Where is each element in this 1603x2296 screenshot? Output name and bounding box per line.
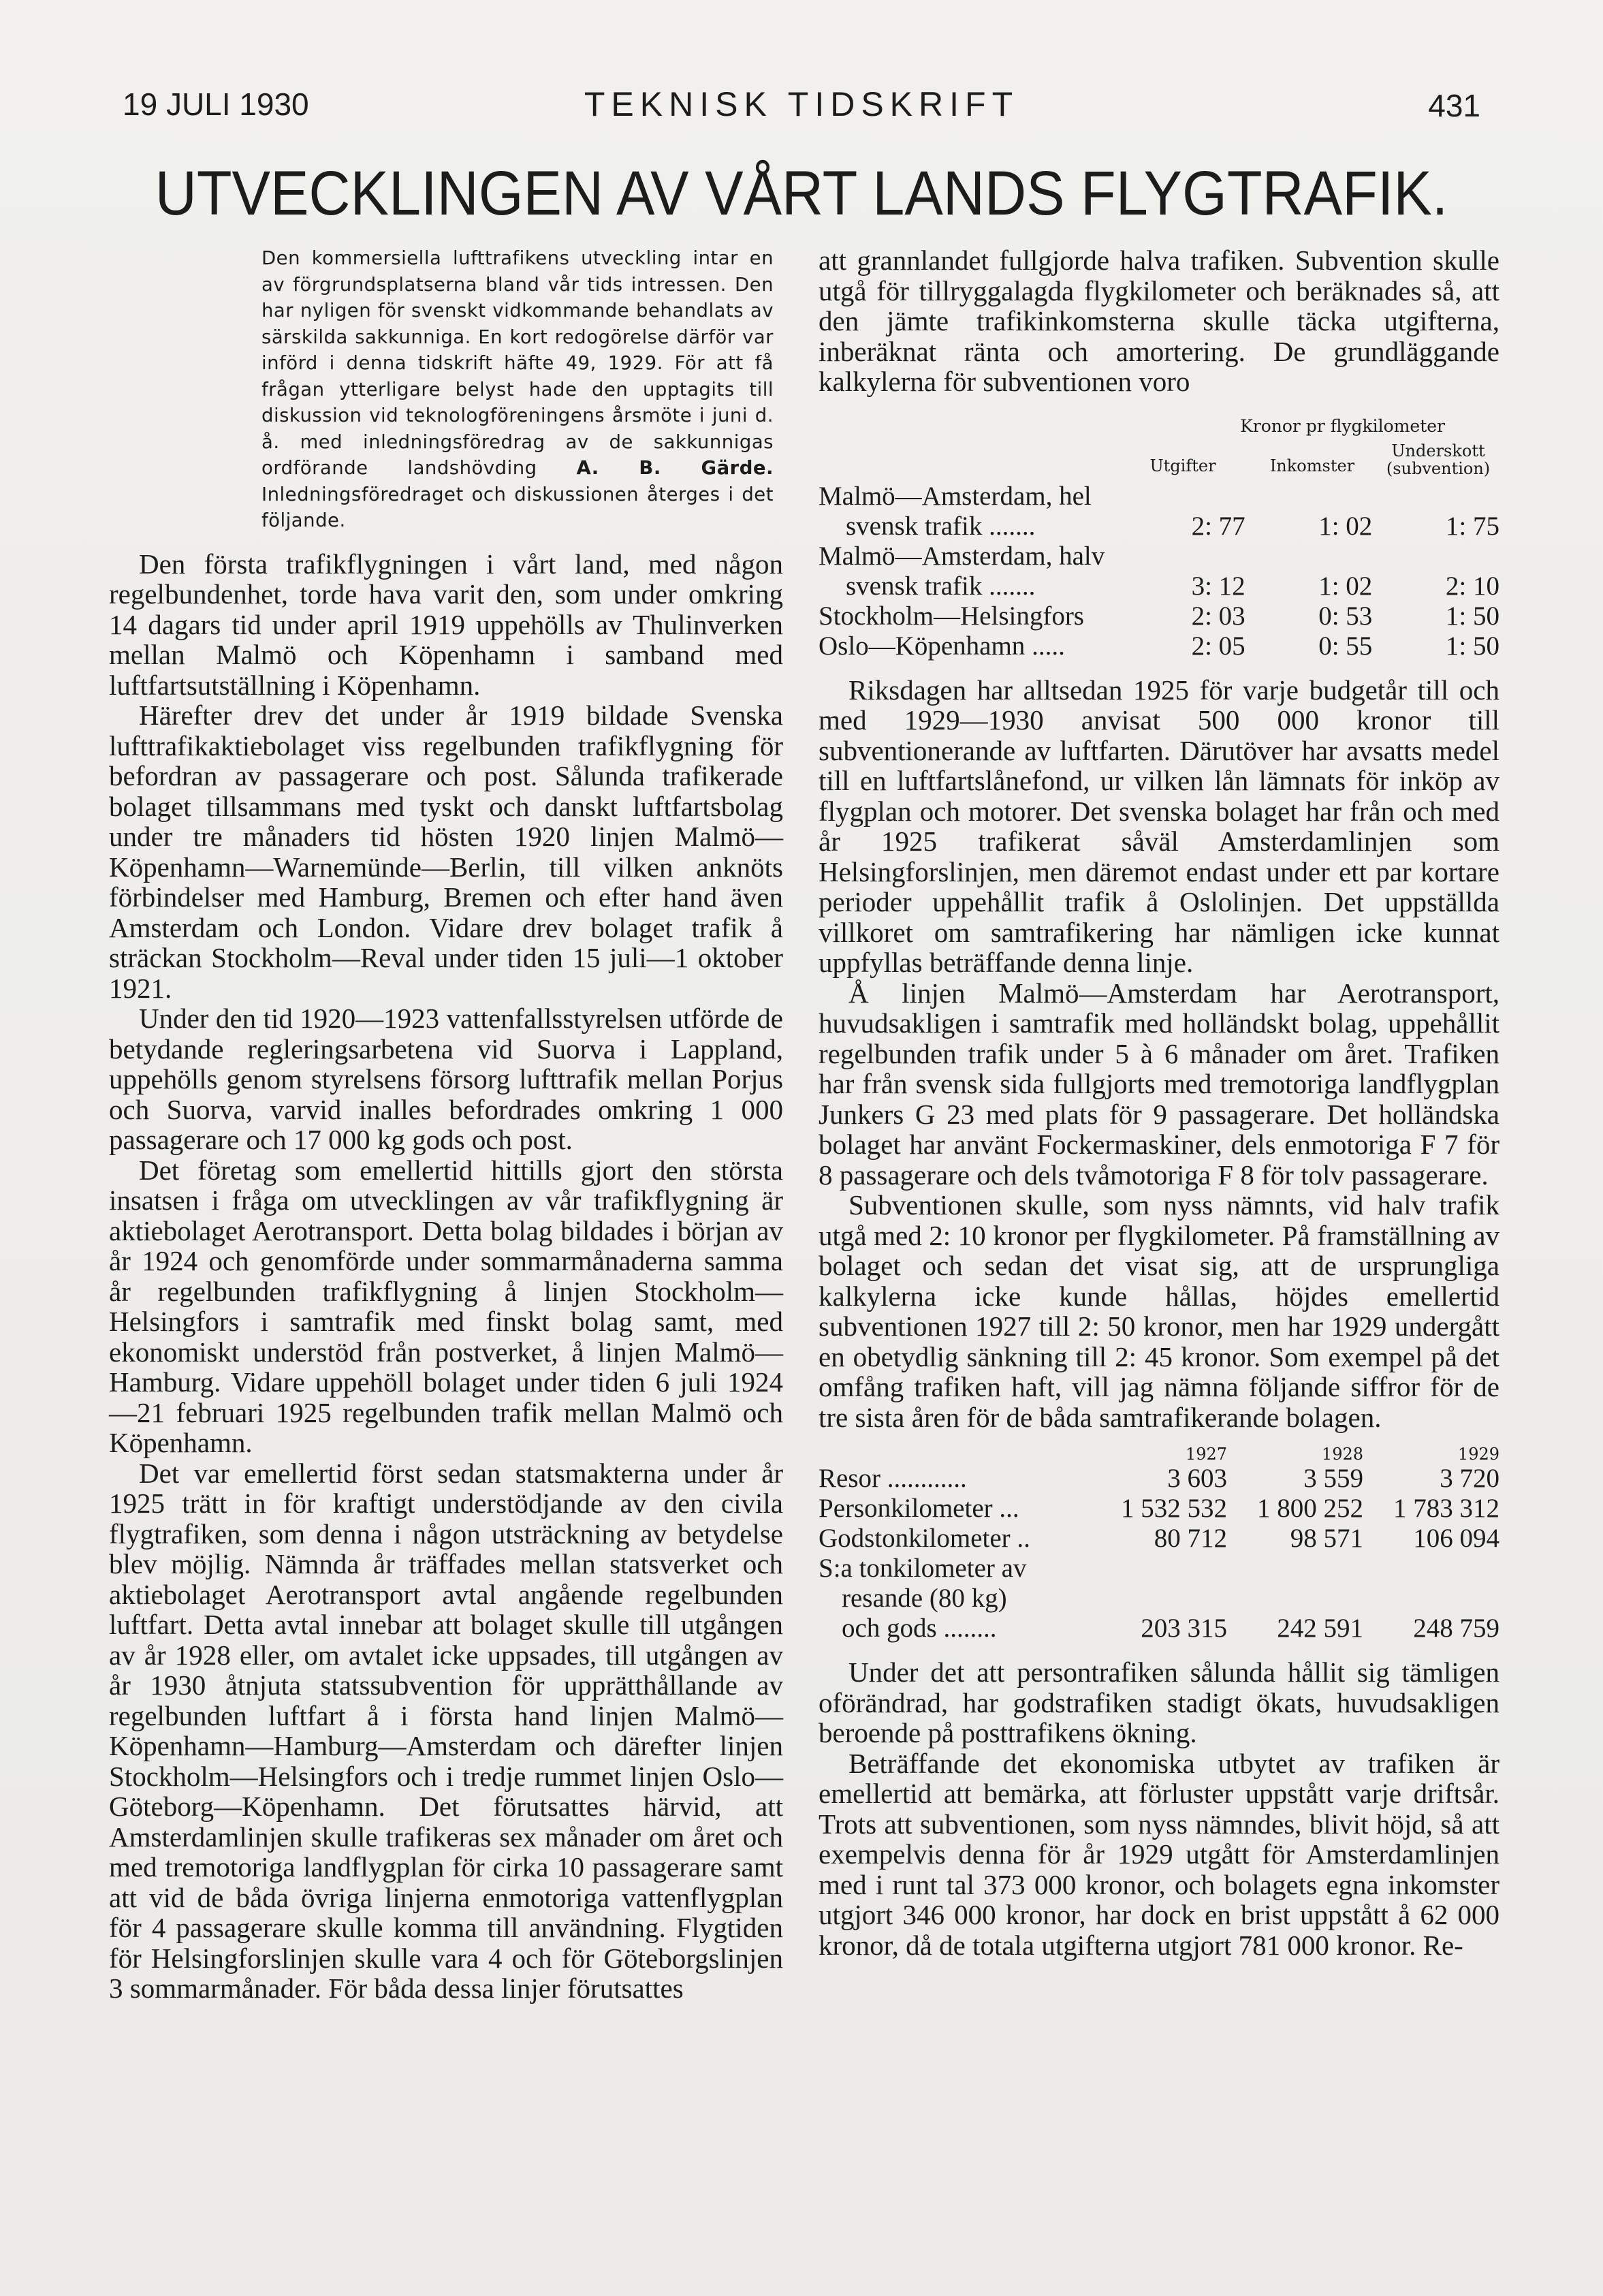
- body-paragraph: att grannlandet fullgjorde halva trafiken. Subvention skulle utgå för tillryggalagda flygkilometer och beräknades så, att den jämte trafikinkomsterna skulle täcka utgifterna, inberäknat ränta och amortering. De grundläggande kalkylerna för subventionen voro: [819, 245, 1499, 397]
- table-cell: 3 603: [1167, 1464, 1227, 1493]
- table-cell: 2: 77: [1191, 511, 1245, 541]
- table-cell: 242 591: [1277, 1614, 1363, 1643]
- page-number: 431: [1428, 88, 1480, 123]
- table-cell: 1 532 532: [1121, 1494, 1227, 1523]
- leader-dots: ..: [1010, 1524, 1030, 1553]
- table-row: [819, 1554, 1499, 1584]
- table-row: [819, 512, 1499, 541]
- body-paragraph: Å linjen Malmö—Amsterdam har Aerotransport, huvudsakligen i samtrafik med holländskt bolag, uppehållit regelbunden trafik under 5 à 6 månader om året. Trafiken har från svensk sida fullgjorts med tremotoriga landflygplan Junkers G 23 med plats för 9 passagerare. Det holländska bolaget har använt Fockermaskiner, dels enmotoriga F 7 för 8 passagerare och dels tvåmotoriga F 8 för tolv passagerare.: [819, 977, 1499, 1191]
- intro-tail: Inledningsföredraget och diskussionen återges i det följande.: [261, 483, 774, 531]
- table-row: [819, 1614, 1499, 1644]
- row-label: Resor: [819, 1464, 880, 1493]
- col-head-utgifter: Utgifter: [1149, 456, 1216, 475]
- left-body: [109, 549, 783, 2004]
- body-paragraph: Det företag som emellertid hittills gjort den största insatsen i fråga om utvecklingen av vår trafikflygning är aktiebolaget Aerotransport. Detta bolag bildades i början av år 1924 och genomförde under sommarmånaderna samma år regelbunden trafikflygning å linjen Stockholm—Helsingfors i samtrafik med finskt bolag samt, med ekonomiskt understöd från postverket, å linjen Malmö—Hamburg. Vidare uppehöll bolaget under tiden 6 juli 1924—21 februari 1925 regelbunden trafik mellan Malmö och Köpenhamn.: [109, 1154, 783, 1458]
- table-cell: 2: 05: [1191, 631, 1245, 661]
- table-super-heading: Kronor pr flygkilometer: [1240, 415, 1445, 436]
- row-label: Godstonkilometer: [819, 1524, 1011, 1553]
- table-cell: [819, 1524, 1091, 1554]
- leader-dots: .....: [1025, 631, 1065, 661]
- col-head-underskott-line1: Underskott: [1391, 441, 1485, 460]
- leader-dots: ...: [992, 1494, 1019, 1523]
- table-cell: [819, 512, 1118, 541]
- body-paragraph: Det var emellertid först sedan statsmakterna under år 1925 trätt in för kraftigt understödjande av den civila flygtrafiken, som denna i någon utsträckning av betydelse blev möjlig. Nämnda år träffades mellan statsverket och aktiebolaget Aerotransport avtal angående regelbunden luftfart. Detta avtal innebar att bolaget skulle till utgången av år 1928 eller, om avtalet icke uppsades, till utgången av år 1930 åtnjuta statssubvention för upprätthållande av regelbunden luftfart å i första hand linjen Malmö—Köpenhamn—Hamburg—Amsterdam och därefter linjen Stockholm—Helsingfors och i tredje rummet linjen Oslo—Göteborg—Köpenhamn. Det förutsattes härvid, att Amsterdamlinjen skulle trafikeras sex månader om året och med tremotoriga landflygplan för cirka 10 passagerare samt att vid de båda övriga linjerna enmotoriga vattenflygplan för 4 passagerare skulle komma till användning. Flygtiden för Helsingforslinjen skulle vara 4 och för Göteborgslinjen 3 sommarmånader. För båda dessa linjer förutsattes: [109, 1457, 783, 2004]
- table-row: [819, 541, 1499, 571]
- subsidy-table: [819, 411, 1499, 661]
- row-label: Stockholm—Helsingfors: [819, 601, 1084, 631]
- table-row: [819, 571, 1499, 601]
- year-header: 1929: [1457, 1445, 1499, 1464]
- table-cell: 2: 10: [1445, 571, 1499, 601]
- journal-title: TEKNISK TIDSKRIFT: [584, 85, 1019, 123]
- row-label: svensk trafik: [846, 511, 983, 541]
- table-row: [819, 1494, 1499, 1524]
- table-row: [819, 1464, 1499, 1494]
- table-row: [819, 601, 1499, 631]
- body-paragraph: Subventionen skulle, som nyss nämnts, vid halv trafik utgå med 2: 10 kronor per flygkilometer. På framställning av bolaget och sedan det visat sig, att de ursprungliga kalkylerna icke kunde hållas, höjdes emellertid subventionen 1927 till 2: 50 kronor, men har 1929 undergått en obetydlig sänkning till 2: 45 kronor. Som exempel på det omfång trafiken haft, vill jag nämna följande siffror för de tre sista åren för de båda samtrafikerande bolagen.: [819, 1189, 1499, 1433]
- table-row: [819, 1524, 1499, 1554]
- table-cell: 98 571: [1290, 1524, 1363, 1553]
- table-cell: 1 800 252: [1257, 1494, 1363, 1523]
- row-label: och gods: [842, 1614, 937, 1643]
- body-paragraph: Härefter drev det under år 1919 bildade Svenska lufttrafikaktiebolaget viss regelbunden trafikflygning för befordran av passagerare och post. Sålunda trafikerade bolaget tillsammans med tyskt och danskt luftfartsbolag under tre månaders tid hösten 1920 linjen Malmö—Köpenhamn—Warnemünde—Berlin, till vilken anknöts förbindelser med Hamburg, Bremen och efter hand även Amsterdam och London. Vidare drev bolaget trafik å sträckan Stockholm—Reval under tiden 15 juli—1 oktober 1921.: [109, 699, 783, 1004]
- table-cell: [819, 571, 1118, 601]
- table-cell: Malmö—Amsterdam, hel: [819, 481, 1092, 511]
- row-label: svensk trafik: [846, 571, 983, 601]
- year-header: 1928: [1321, 1445, 1363, 1464]
- table-cell: 2: 03: [1191, 601, 1245, 631]
- table-year-headers: [819, 1445, 1499, 1464]
- col-head-inkomster: Inkomster: [1269, 456, 1355, 475]
- table-cell: [819, 1464, 1091, 1494]
- subsidy-table-body: [819, 482, 1499, 661]
- intro-speaker-name: A. B. Gärde.: [576, 457, 774, 479]
- left-column: [109, 245, 783, 2004]
- table-cell: 80 712: [1154, 1524, 1227, 1553]
- table-cell: 0: 53: [1318, 601, 1373, 631]
- table-cell: 3 559: [1303, 1464, 1363, 1493]
- leader-dots: ........: [936, 1614, 997, 1643]
- table-cell: 106 094: [1413, 1524, 1499, 1553]
- right-column: [819, 245, 1499, 1960]
- table-row: [819, 1584, 1499, 1614]
- table-cell: 1: 50: [1445, 601, 1499, 631]
- table-column-headers: [819, 442, 1499, 482]
- table-cell: 1: 02: [1318, 571, 1373, 601]
- table-cell: S:a tonkilometer av: [819, 1554, 1027, 1583]
- table-cell: 203 315: [1141, 1614, 1227, 1643]
- traffic-table-body: [819, 1445, 1499, 1644]
- table-cell: 3: 12: [1191, 571, 1245, 601]
- issue-date: 19 JULI 1930: [123, 87, 309, 122]
- table-cell: 0: 55: [1318, 631, 1373, 661]
- row-label: Personkilometer: [819, 1494, 993, 1523]
- leader-dots: .......: [982, 511, 1036, 541]
- leader-dots: ............: [880, 1464, 967, 1493]
- running-head: [95, 80, 1508, 128]
- traffic-table: [819, 1445, 1499, 1644]
- body-paragraph: Under det att persontrafiken sålunda hållit sig tämligen oförändrad, har godstrafiken stadigt ökats, huvudsakligen beroende på posttrafikens ökning.: [819, 1656, 1499, 1748]
- article-title: UTVECKLINGEN AV VÅRT LANDS FLYGTRAFIK.: [155, 159, 1448, 228]
- table-cell: 248 759: [1413, 1614, 1499, 1643]
- col-head-underskott-line2: (subvention): [1386, 458, 1491, 478]
- table-cell: 1: 02: [1318, 511, 1373, 541]
- table-row: [819, 482, 1499, 512]
- table-cell: 1 783 312: [1393, 1494, 1499, 1523]
- year-header: 1927: [1185, 1445, 1227, 1464]
- table-cell: 1: 50: [1445, 631, 1499, 661]
- body-paragraph: Beträffande det ekonomiska utbytet av trafiken är emellertid att bemärka, att förluster uppstått varje driftsår. Trots att subventionen, som nyss nämndes, blivit höjd, så att exempelvis denna för år 1929 utgått för Amsterdamlinjen med i runt tal 373 000 kronor, och bolagets egna inkomster utgjort 346 000 kronor, har dock en brist uppstått å 62 000 kronor, då de totala utgifterna utgjort 781 000 kronor. Re-: [819, 1747, 1499, 1961]
- table-cell: [819, 631, 1118, 661]
- table-cell: 1: 75: [1445, 511, 1499, 541]
- table-cell: [819, 1494, 1091, 1524]
- body-paragraph: Riksdagen har alltsedan 1925 för varje budgetår till och med 1929—1930 anvisat 500 000 kronor till subventionerande av luftfarten. Därutöver har avsatts medel till en luftfartslånefond, ur vilken lån lämnats för inköp av flygplan och motorer. Det svenska bolaget har från och med år 1925 trafikerat såväl Amsterdamlinjen som Helsingforslinjen, men däremot endast under ett par kortare perioder uppehållit trafik å Oslolinjen. Det uppställda villkoret om samtrafikering har nämligen icke kunnat uppfyllas beträffande denna linje.: [819, 674, 1499, 978]
- body-paragraph: Under den tid 1920—1923 vattenfallsstyrelsen utförde de betydande regleringsarbetena vid Suorva i Lappland, uppehölls genom styrelsens försorg lufttrafik mellan Porjus och Suorva, varvid inalles befordrades omkring 1 000 passagerare och 17 000 kg gods och post.: [109, 1003, 783, 1155]
- table-cell: 3 720: [1440, 1464, 1499, 1493]
- table-cell: [819, 1614, 1091, 1644]
- table-cell: [819, 601, 1118, 631]
- body-paragraph: Den första trafikflygningen i vårt land, med någon regelbundenhet, torde hava varit den, som under omkring 14 dagars tid under april 1919 uppehölls av Thulinverken mellan Malmö och Köpenhamn i samband med luftfartsutställning i Köpenhamn.: [109, 548, 783, 701]
- intro-text: Den kommersiella lufttrafikens utveckling intar en av förgrundsplatserna bland vår tids intressen. Den har nyligen för svenskt vidkommande behandlats av särskilda sakkunniga. En kort redogörelse därför var införd i denna tidskrift häfte 49, 1929. För att få frågan ytterligare belyst hade den upptagits till diskussion vid teknologföreningens årsmöte i juni d. å. med inledningsföredrag av de sakkunnigas ordförande landshövding: [261, 247, 774, 479]
- row-label: Oslo—Köpenhamn: [819, 631, 1026, 661]
- table-cell: Malmö—Amsterdam, halv: [819, 541, 1105, 571]
- leader-dots: .......: [982, 571, 1036, 601]
- table-row: [819, 631, 1499, 661]
- intro-paragraph: [261, 245, 774, 534]
- table-cell: resande (80 kg): [842, 1584, 1007, 1613]
- col-head-underskott: [1377, 442, 1499, 482]
